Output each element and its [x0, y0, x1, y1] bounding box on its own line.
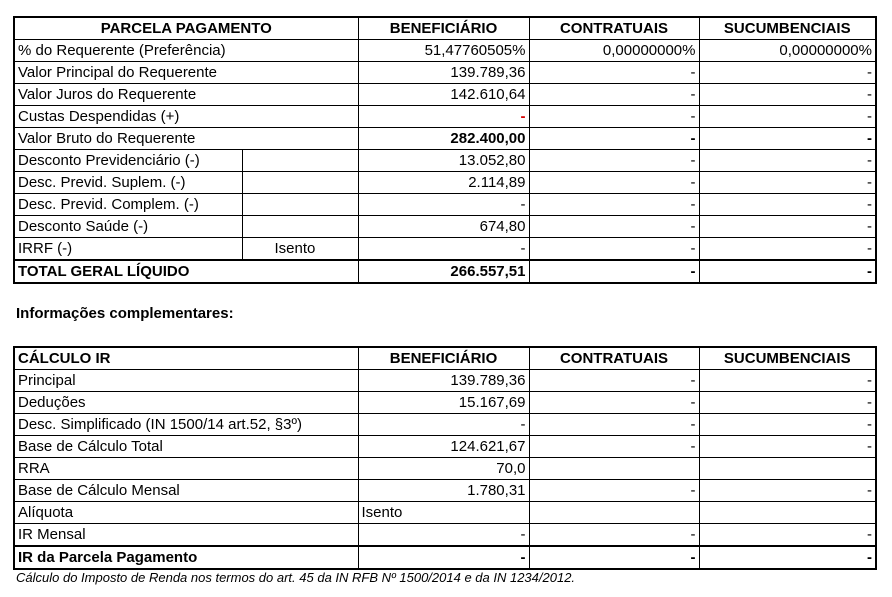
parcela-pagamento-table [13, 16, 877, 284]
cell-sucumbenciais: - [699, 84, 876, 106]
row-label: IRRF (-) [14, 238, 242, 261]
row-label: Custas Despendidas (+) [14, 106, 358, 128]
total-row [14, 546, 876, 569]
row-sub: Isento [242, 238, 358, 261]
row-sub [242, 216, 358, 238]
total-row [14, 260, 876, 283]
cell-sucumbenciais: - [699, 128, 876, 150]
row-label: Desc. Previd. Suplem. (-) [14, 172, 242, 194]
cell-beneficiario: 70,0 [358, 458, 529, 480]
calculo-ir-table [13, 346, 877, 570]
table-row [14, 216, 876, 238]
cell-contratuais: - [529, 172, 699, 194]
cell-contratuais: - [529, 62, 699, 84]
cell-contratuais: - [529, 392, 699, 414]
cell-contratuais: - [529, 436, 699, 458]
row-label: Deduções [14, 392, 358, 414]
header-contratuais: CONTRATUAIS [529, 17, 699, 40]
cell-beneficiario: 15.167,69 [358, 392, 529, 414]
cell-sucumbenciais: - [699, 260, 876, 283]
row-label: RRA [14, 458, 358, 480]
cell-sucumbenciais: - [699, 238, 876, 261]
cell-sucumbenciais: - [699, 62, 876, 84]
header-sucumbenciais: SUCUMBENCIAIS [699, 347, 876, 370]
cell-contratuais: - [529, 370, 699, 392]
cell-contratuais: - [529, 150, 699, 172]
header-beneficiario: BENEFICIÁRIO [358, 347, 529, 370]
cell-contratuais: - [529, 260, 699, 283]
cell-beneficiario: 13.052,80 [358, 150, 529, 172]
cell-sucumbenciais: - [699, 436, 876, 458]
cell-sucumbenciais: - [699, 106, 876, 128]
row-label: Valor Juros do Requerente [14, 84, 358, 106]
cell-sucumbenciais: - [699, 370, 876, 392]
section-title: Informações complementares: [16, 305, 234, 322]
row-sub [242, 194, 358, 216]
row-label: Alíquota [14, 502, 358, 524]
cell-contratuais: 0,00000000% [529, 40, 699, 62]
table-row [14, 172, 876, 194]
row-label: % do Requerente (Preferência) [14, 40, 358, 62]
header-beneficiario: BENEFICIÁRIO [358, 17, 529, 40]
table-row [14, 40, 876, 62]
cell-sucumbenciais: 0,00000000% [699, 40, 876, 62]
cell-contratuais: - [529, 84, 699, 106]
table-row [14, 150, 876, 172]
cell-sucumbenciais: - [699, 414, 876, 436]
row-label: Desc. Previd. Complem. (-) [14, 194, 242, 216]
cell-contratuais: - [529, 128, 699, 150]
row-label: Valor Principal do Requerente [14, 62, 358, 84]
cell-beneficiario: 282.400,00 [358, 128, 529, 150]
row-label: Base de Cálculo Total [14, 436, 358, 458]
header-parcela-pagamento: PARCELA PAGAMENTO [14, 17, 358, 40]
cell-beneficiario: - [520, 107, 526, 125]
row-label: Desconto Saúde (-) [14, 216, 242, 238]
cell-beneficiario: - [358, 546, 529, 569]
cell-contratuais: - [529, 546, 699, 569]
cell-beneficiario: - [358, 194, 529, 216]
table-row [14, 370, 876, 392]
row-label: Desconto Previdenciário (-) [14, 150, 242, 172]
cell-beneficiario: 51,47760505% [358, 40, 529, 62]
table-row [14, 458, 876, 480]
row-label: Valor Bruto do Requerente [14, 128, 358, 150]
cell-sucumbenciais: - [699, 172, 876, 194]
cell-beneficiario: 2.114,89 [358, 172, 529, 194]
table-row [14, 392, 876, 414]
cell-sucumbenciais: - [699, 524, 876, 547]
table-header-row [14, 347, 876, 370]
cell-beneficiario: 266.557,51 [358, 260, 529, 283]
row-sub [242, 150, 358, 172]
cell-sucumbenciais [699, 502, 876, 524]
row-label: IR Mensal [14, 524, 358, 547]
row-label: TOTAL GERAL LÍQUIDO [14, 260, 358, 283]
table-row [14, 502, 876, 524]
table-row [14, 194, 876, 216]
row-label: Principal [14, 370, 358, 392]
row-label: Desc. Simplificado (IN 1500/14 art.52, §3º) [14, 414, 358, 436]
cell-sucumbenciais: - [699, 150, 876, 172]
cell-contratuais: - [529, 106, 699, 128]
cell-beneficiario: Isento [358, 502, 529, 524]
cell-beneficiario: 674,80 [358, 216, 529, 238]
table-row [14, 106, 876, 128]
footnote: Cálculo do Imposto de Renda nos termos do art. 45 da IN RFB Nº 1500/2014 e da IN 1234/2012. [16, 570, 576, 585]
row-sub [242, 172, 358, 194]
cell-contratuais: - [529, 238, 699, 261]
cell-sucumbenciais: - [699, 194, 876, 216]
cell-sucumbenciais: - [699, 392, 876, 414]
cell-beneficiario: 139.789,36 [358, 370, 529, 392]
cell-beneficiario: 1.780,31 [358, 480, 529, 502]
table-row [14, 436, 876, 458]
cell-contratuais [529, 502, 699, 524]
header-calculo-ir: CÁLCULO IR [14, 347, 358, 370]
cell-beneficiario: 139.789,36 [358, 62, 529, 84]
header-sucumbenciais: SUCUMBENCIAIS [699, 17, 876, 40]
header-contratuais: CONTRATUAIS [529, 347, 699, 370]
table-row [14, 414, 876, 436]
table-row [14, 84, 876, 106]
cell-beneficiario: 124.621,67 [358, 436, 529, 458]
row-label: Base de Cálculo Mensal [14, 480, 358, 502]
table-row [14, 62, 876, 84]
cell-beneficiario: - [358, 238, 529, 261]
cell-sucumbenciais: - [699, 480, 876, 502]
cell-beneficiario: - [358, 524, 529, 547]
table-row [14, 524, 876, 547]
cell-beneficiario: - [358, 414, 529, 436]
cell-contratuais: - [529, 194, 699, 216]
cell-sucumbenciais [699, 458, 876, 480]
row-label: IR da Parcela Pagamento [14, 546, 358, 569]
cell-contratuais: - [529, 480, 699, 502]
table-row [14, 128, 876, 150]
cell-beneficiario: 142.610,64 [358, 84, 529, 106]
cell-sucumbenciais: - [699, 546, 876, 569]
cell-contratuais: - [529, 414, 699, 436]
table-header-row [14, 17, 876, 40]
cell-contratuais [529, 458, 699, 480]
table-row [14, 238, 876, 261]
cell-sucumbenciais: - [699, 216, 876, 238]
table-row [14, 480, 876, 502]
cell-contratuais: - [529, 216, 699, 238]
cell-contratuais: - [529, 524, 699, 547]
